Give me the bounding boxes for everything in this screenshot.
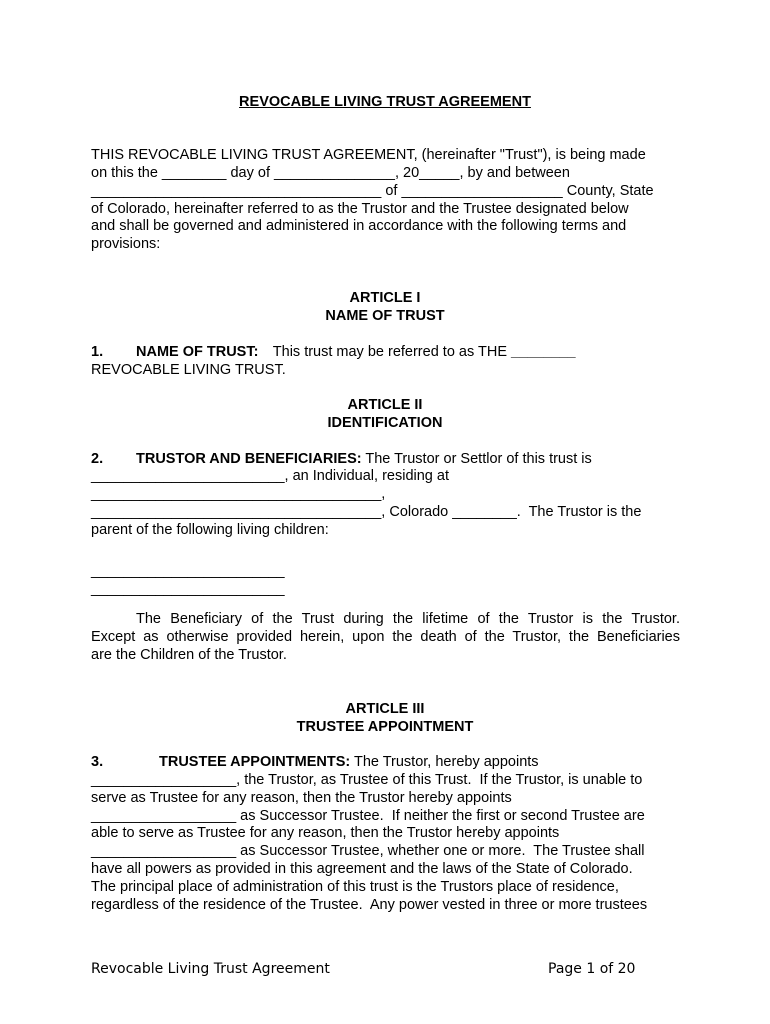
section-1	[91, 344, 259, 362]
paragraph-line: are the Children of the Trustor.	[91, 647, 287, 663]
section-title: NAME OF TRUST:	[136, 344, 259, 360]
section-number: 2.	[91, 451, 104, 467]
section-text-line: __________________, the Trustor, as Trustee of this Trust. If the Trustor, is unable to	[91, 772, 643, 788]
section-title: TRUSTEE APPOINTMENTS:	[159, 754, 351, 770]
article-subheading: TRUSTEE APPOINTMENT	[296, 719, 474, 735]
article-subheading: IDENTIFICATION	[327, 415, 443, 431]
section-text-line: ________________________, an Individual, residing at	[91, 468, 449, 484]
article-heading: ARTICLE III	[345, 701, 425, 717]
footer-page-number: Page 1 of 20	[548, 961, 636, 977]
section-text: The Trustor, hereby appoints	[350, 754, 539, 770]
section-text-line: ____________________________________, Colorado ________. The Trustor is the	[91, 504, 642, 520]
section-2	[91, 451, 103, 469]
intro-line: THIS REVOCABLE LIVING TRUST AGREEMENT, (hereinafter "Trust"), is being made	[91, 147, 646, 163]
intro-line: on this the ________ day of _______________, 20_____, by and between	[91, 165, 570, 181]
section-text-line: parent of the following living children:	[91, 522, 329, 538]
section-3	[91, 754, 103, 772]
intro-line: and shall be governed and administered in accordance with the following terms and	[91, 218, 627, 234]
section-text-line: have all powers as provided in this agreement and the laws of the State of Colorado.	[91, 861, 633, 877]
section-text-line: able to serve as Trustee for any reason, then the Trustor hereby appoints	[91, 825, 560, 841]
section-text-line: regardless of the residence of the Trustee. Any power vested in three or more trustees	[91, 897, 648, 913]
section-text: The Trustor or Settlor of this trust is	[361, 451, 592, 467]
child-blank: ________________________	[91, 563, 285, 579]
intro-line: ____________________________________ of ____________________ County, State	[91, 183, 654, 199]
article-heading: ARTICLE I	[349, 290, 421, 306]
section-text-line: The principal place of administration of this trust is the Trustors place of residence,	[91, 879, 619, 895]
child-blank: ________________________	[91, 581, 285, 597]
section-text-line: serve as Trustee for any reason, then the Trustor hereby appoints	[91, 790, 512, 806]
footer-document-name: Revocable Living Trust Agreement	[91, 961, 330, 977]
section-text: This trust may be referred to as THE	[269, 344, 512, 360]
section-text-line: REVOCABLE LIVING TRUST.	[91, 362, 286, 378]
intro-line: provisions:	[91, 236, 161, 252]
section-number: 1.	[91, 344, 104, 360]
trust-name-blank: ________	[511, 344, 576, 360]
intro-line: of Colorado, hereinafter referred to as the Trustor and the Trustee designated below	[91, 201, 629, 217]
section-text-line: __________________ as Successor Trustee. If neither the first or second Trustee are	[91, 808, 645, 824]
section-number: 3.	[91, 754, 104, 770]
section-text-line: ____________________________________,	[91, 486, 386, 502]
paragraph-line: The Beneficiary of the Trust during the lifetime of the Trustor is the Trustor.	[136, 611, 680, 627]
article-heading: ARTICLE II	[347, 397, 423, 413]
document-title: REVOCABLE LIVING TRUST AGREEMENT	[239, 94, 531, 110]
paragraph-line: Except as otherwise provided herein, upon the death of the Trustor, the Beneficiaries	[91, 629, 680, 645]
section-title: TRUSTOR AND BENEFICIARIES:	[136, 451, 362, 467]
section-text-line: __________________ as Successor Trustee, whether one or more. The Trustee shall	[91, 843, 645, 859]
article-subheading: NAME OF TRUST	[325, 308, 445, 324]
